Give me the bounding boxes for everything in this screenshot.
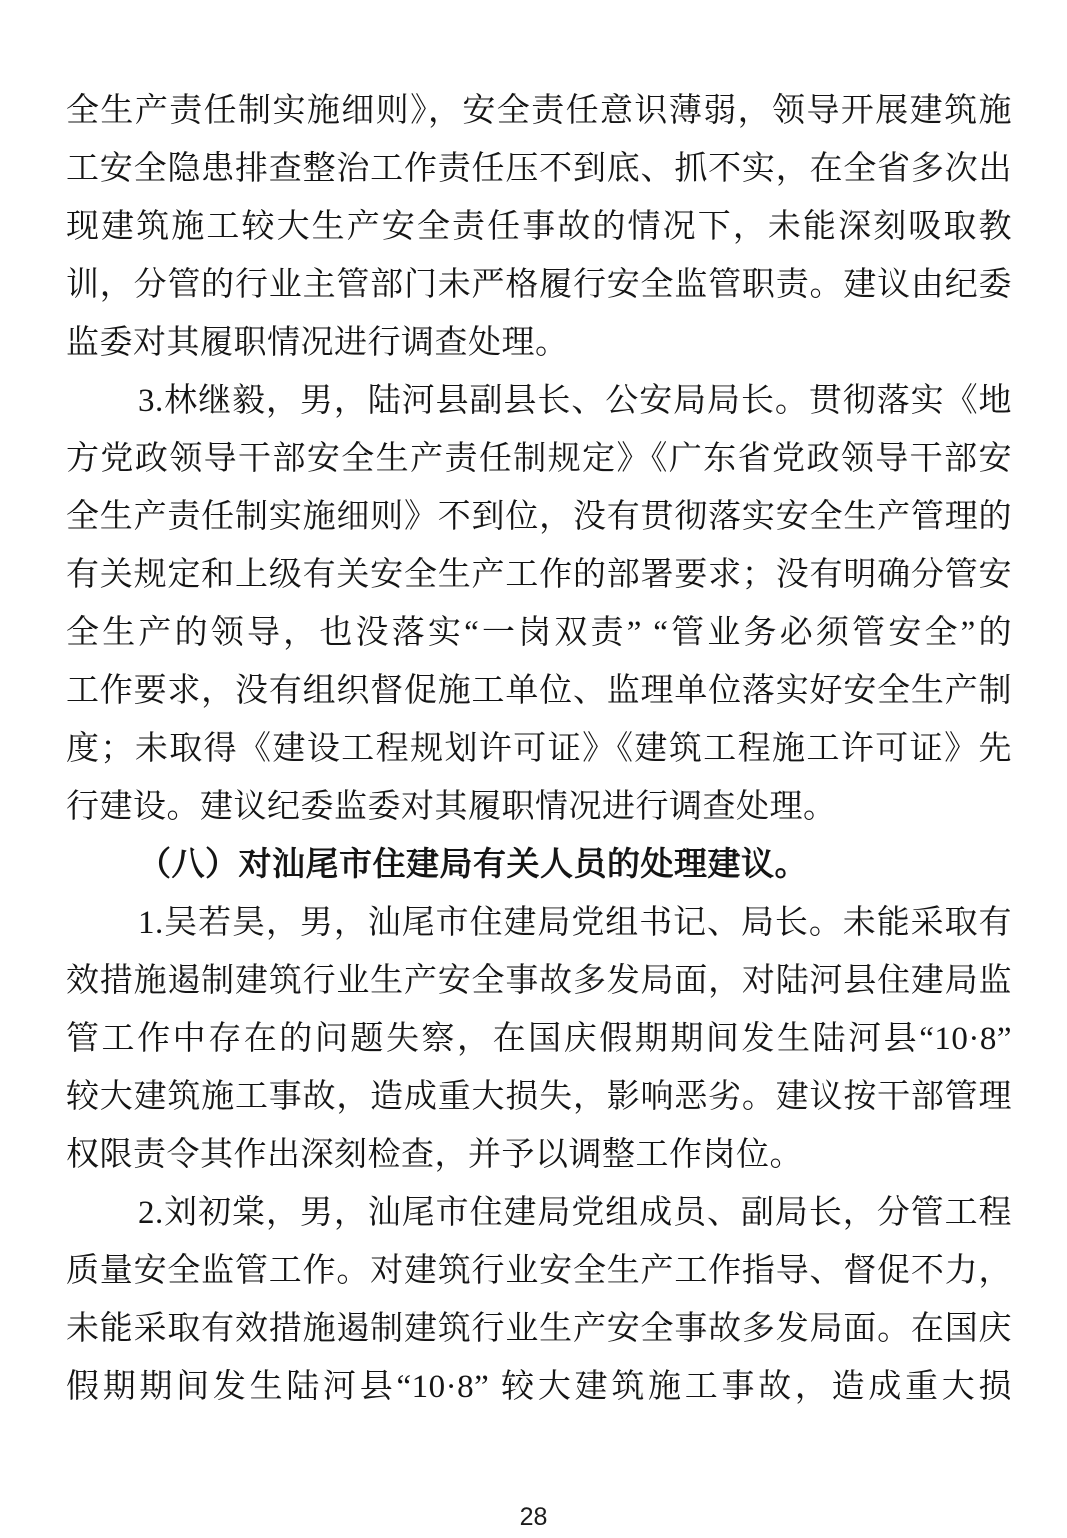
text-line: 2.刘初棠，男，汕尾市住建局党组成员、副局长，分管工程 <box>138 1195 1012 1231</box>
text-line: 效措施遏制建筑行业生产安全事故多发局面，对陆河县住建局监 <box>66 963 1012 999</box>
text-line: 全生产责任制实施细则》，安全责任意识薄弱，领导开展建筑施 <box>66 93 1012 129</box>
text-line: 度；未取得《建设工程规划许可证》《建筑工程施工许可证》先 <box>66 731 1012 767</box>
text-line: 3.林继毅，男，陆河县副县长、公安局局长。贯彻落实《地 <box>138 383 1012 419</box>
text-line: 监委对其履职情况进行调查处理。 <box>66 325 569 361</box>
text-line: 方党政领导干部安全生产责任制规定》《广东省党政领导干部安 <box>66 441 1012 477</box>
text-line: 质量安全监管工作。对建筑行业安全生产工作指导、督促不力， <box>66 1253 1012 1289</box>
text-line: 有关规定和上级有关安全生产工作的部署要求；没有明确分管安 <box>66 557 1012 593</box>
text-line: 较大建筑施工事故，造成重大损失，影响恶劣。建议按干部管理 <box>66 1079 1012 1115</box>
text-line: 行建设。建议纪委监委对其履职情况进行调查处理。 <box>66 789 837 825</box>
text-line: 假期期间发生陆河县“10·8” 较大建筑施工事故，造成重大损 <box>66 1369 1012 1405</box>
text-line: 未能采取有效措施遏制建筑行业生产安全事故多发局面。在国庆 <box>66 1311 1012 1347</box>
body-text-block <box>66 82 1012 1416</box>
text-line: 1.吴若昊，男，汕尾市住建局党组书记、局长。未能采取有 <box>138 905 1012 941</box>
text-line: 工安全隐患排查整治工作责任压不到底、抓不实，在全省多次出 <box>66 151 1012 187</box>
text-line: 全生产责任制实施细则》不到位，没有贯彻落实安全生产管理的 <box>66 499 1012 535</box>
text-line: 权限责令其作出深刻检查，并予以调整工作岗位。 <box>66 1137 803 1173</box>
section-heading-line: （八）对汕尾市住建局有关人员的处理建议。 <box>138 847 808 883</box>
text-line: 管工作中存在的问题失察，在国庆假期期间发生陆河县“10·8” <box>66 1021 1012 1057</box>
text-line: 训，分管的行业主管部门未严格履行安全监管职责。建议由纪委 <box>66 267 1012 303</box>
page-number: 28 <box>519 1503 548 1531</box>
text-line: 全生产的领导，也没落实“一岗双责” “管业务必须管安全”的 <box>66 615 1012 651</box>
text-line: 现建筑施工较大生产安全责任事故的情况下，未能深刻吸取教 <box>66 209 1012 245</box>
text-line: 工作要求，没有组织督促施工单位、监理单位落实好安全生产制 <box>66 673 1012 709</box>
